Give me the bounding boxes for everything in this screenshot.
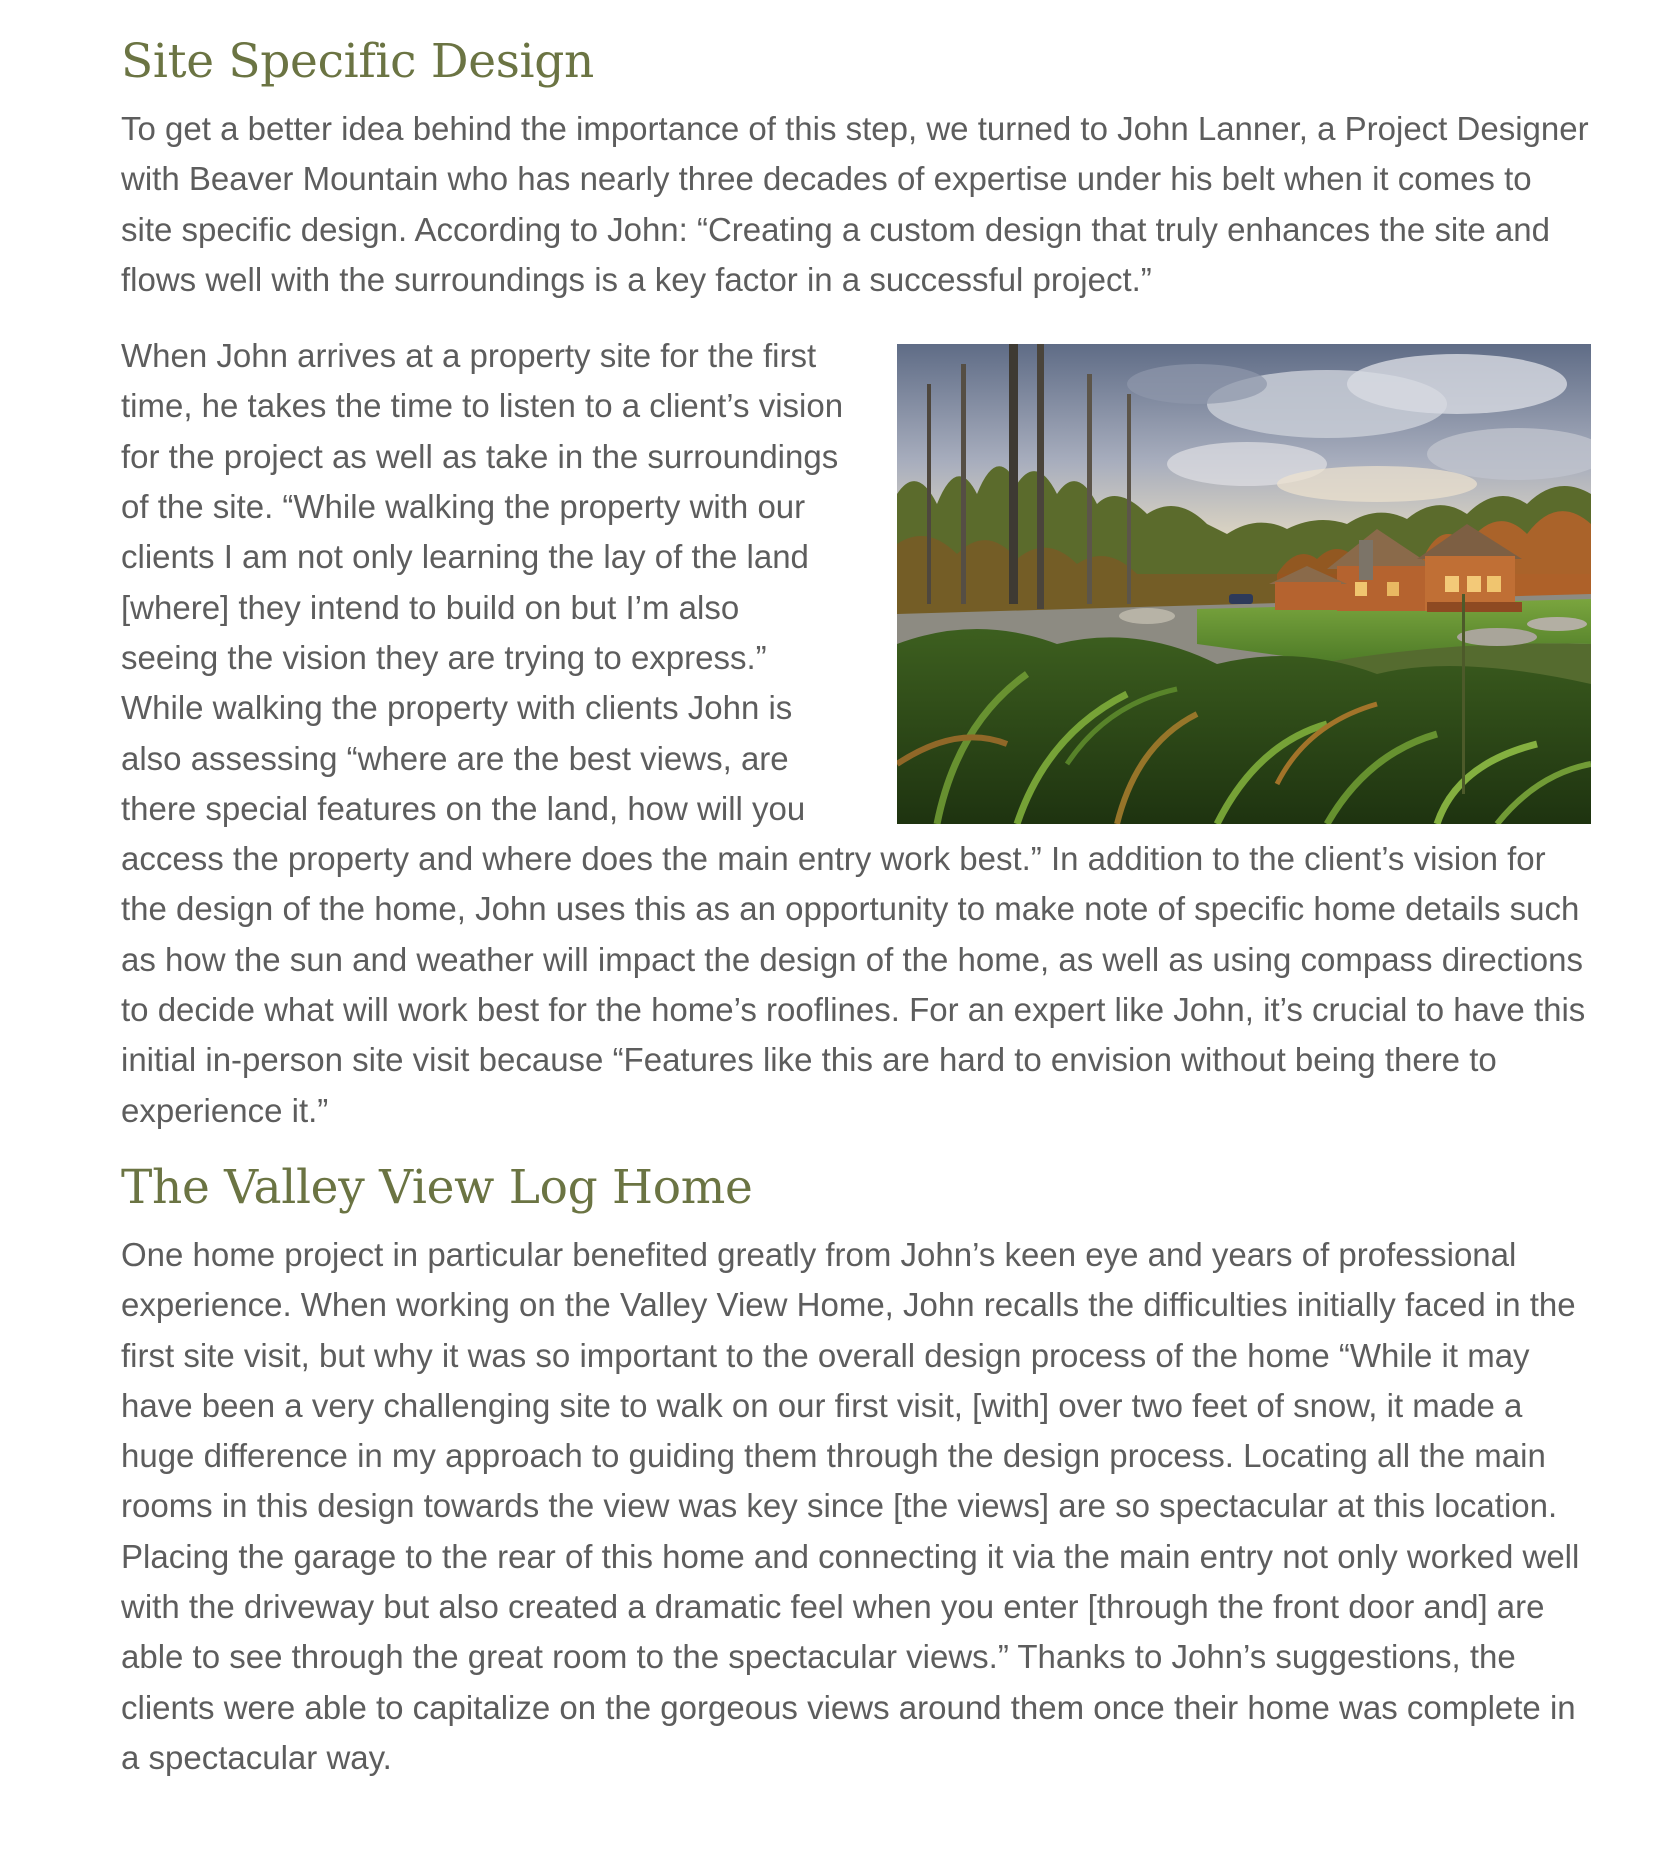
log-home-photo-illustration [897,344,1591,824]
paragraph-with-photo-block [121,331,1591,1136]
paragraph-site-visit: When John arrives at a property site for the first time, he takes the time to listen to a client’s vision for the project as well as take in the surroundings of the site. “While walking the property with our clients I am not only learning the lay of the land [where] they intend to build on but I’m also seeing the vision they are trying to express.” While walking the property with clients John is also assessing “where are the best views, are there special features on the land, how will you access the property and where does the main entry work best.” In addition to the client’s vision for the design of the home, John uses this as an opportunity to make note of specific home details such as how the sun and weather will impact the design of the home, as well as using compass directions to decide what will work best for the home’s rooflines. For an expert like John, it’s crucial to have this initial in-person site visit because “Features like this are hard to envision without being there to experience it.” [121,337,1586,1129]
paragraph-valley-view: One home project in particular benefited greatly from John’s keen eye and years of professional experience. When working on the Valley View Home, John recalls the difficulties initially faced in the first site visit, but why it was so important to the overall design process of the home “While it may have been a very challenging site to walk on our first visit, [with] over two feet of snow, it made a huge difference in my approach to guiding them through the design process. Locating all the main rooms in this design towards the view was key since [the views] are so spectacular at this location. Placing the garage to the rear of this home and connecting it via the main entry not only worked well with the driveway but also created a dramatic feel when you enter [through the front door and] are able to see through the great room to the spectacular views.” Thanks to John’s suggestions, the clients were able to capitalize on the gorgeous views around them once their home was complete in a spectacular way. [121,1235,1580,1776]
log-home-photo [897,344,1591,824]
article [121,0,1591,1783]
section-heading-site-specific-design: Site Specific Design [121,34,595,89]
section-heading-valley-view: The Valley View Log Home [121,1159,753,1215]
paragraph-intro: To get a better idea behind the importance of this step, we turned to John Lanner, a Project Designer with Beaver Mountain who has nearly three decades of expertise under his belt when it comes to site specific design. According to John: “Creating a custom design that truly enhances the site and flows well with the surroundings is a key factor in a successful project.” [121,110,1589,298]
